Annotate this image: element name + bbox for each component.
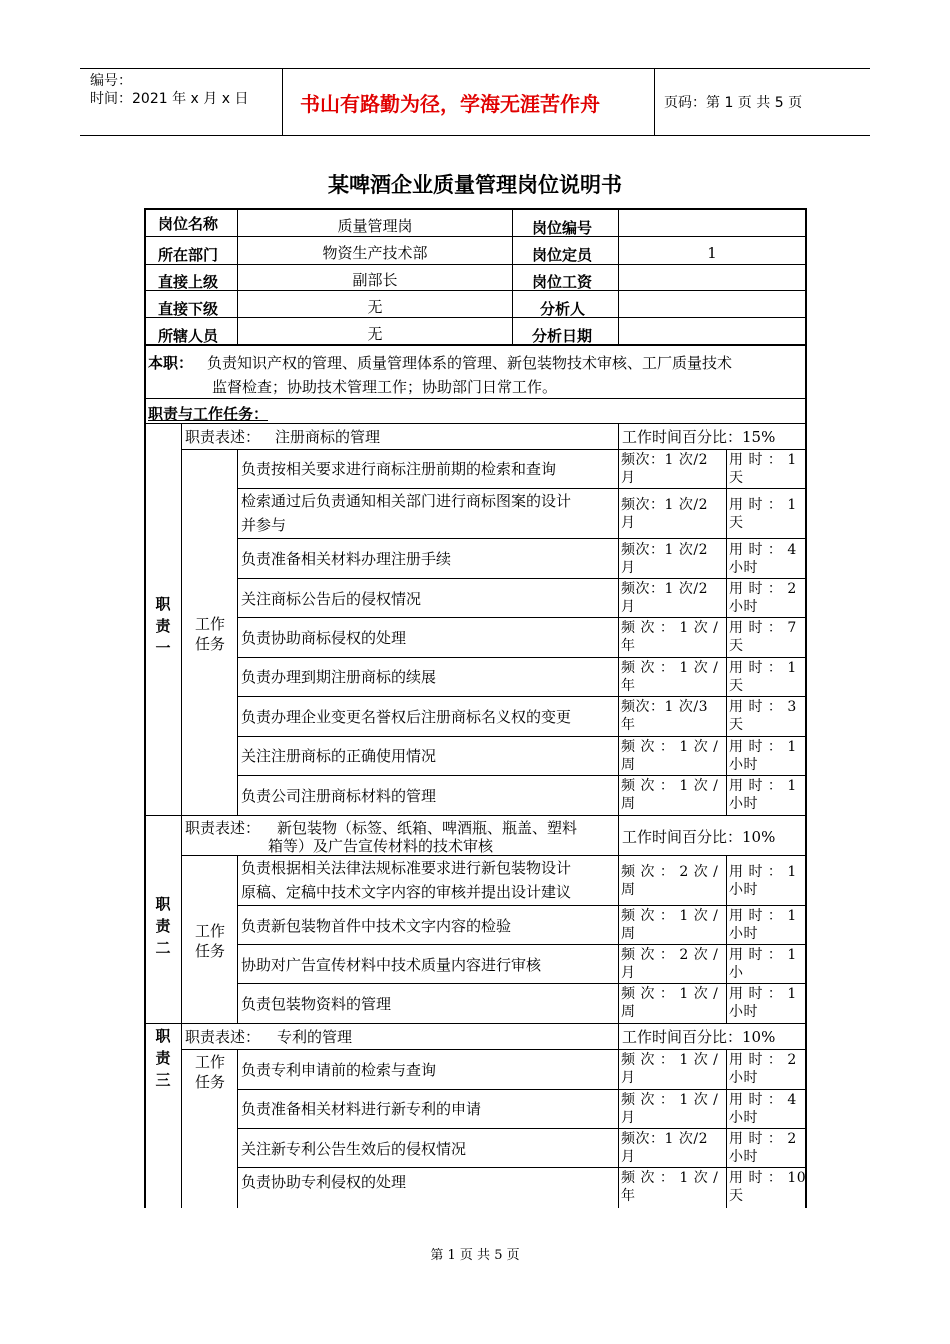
dur-line: 小时 bbox=[729, 1070, 758, 1086]
dur-line: 用 时 ： 1 bbox=[729, 660, 797, 676]
row-rule bbox=[144, 317, 807, 318]
duty3-task-duration bbox=[729, 1091, 797, 1127]
col-rule bbox=[237, 855, 238, 1023]
duty2-task-frequency bbox=[621, 863, 718, 899]
value-subordinate: 无 bbox=[367, 298, 383, 316]
value-headcount: 1 bbox=[707, 244, 717, 262]
row-rule bbox=[144, 423, 807, 424]
header-bottom-rule bbox=[80, 135, 870, 136]
dur-line: 用 时 ： 3 bbox=[729, 699, 797, 715]
duty1-task-duration bbox=[729, 698, 797, 734]
row-rule bbox=[181, 1049, 807, 1050]
row-rule bbox=[237, 488, 807, 489]
duty3-desc-label: 职责表述： bbox=[185, 1028, 261, 1046]
duty2-task-text: 协助对广告宣传材料中技术质量内容进行审核 bbox=[241, 956, 542, 974]
freq-line: 年 bbox=[621, 1188, 636, 1204]
row-rule bbox=[237, 905, 807, 906]
doc-number-label: 编号： bbox=[90, 73, 132, 89]
dur-line: 用 时 ： 1 bbox=[729, 739, 797, 755]
freq-line: 频 次 ： 1 次 / bbox=[621, 739, 719, 755]
duty3-task-frequency bbox=[621, 1169, 718, 1205]
freq-line: 年 bbox=[621, 638, 636, 654]
duty1-task-duration bbox=[729, 619, 797, 655]
freq-line: 频 次 ： 2 次 / bbox=[621, 947, 719, 963]
row-rule bbox=[237, 1089, 807, 1090]
col-rule bbox=[618, 423, 619, 815]
label-headcount: 岗位定员 bbox=[532, 246, 593, 264]
freq-line: 周 bbox=[621, 926, 636, 942]
dur-line: 用 时 ： 4 bbox=[729, 542, 797, 558]
duty2-task-frequency bbox=[621, 985, 718, 1021]
page-indicator: 页码：第 1 页 共 5 页 bbox=[664, 95, 803, 111]
table-top-border bbox=[144, 208, 807, 210]
freq-line: 频次：1 次/2 bbox=[621, 542, 708, 558]
duty2-char: 二 bbox=[155, 939, 171, 957]
row-rule bbox=[237, 983, 807, 984]
dur-line: 天 bbox=[729, 638, 744, 654]
work-tasks-line: 工作 bbox=[195, 615, 226, 633]
col-rule bbox=[726, 855, 727, 1023]
freq-line: 频次：1 次/3 bbox=[621, 699, 708, 715]
duty1-task-frequency bbox=[621, 580, 708, 616]
dur-line: 用 时 ： 2 bbox=[729, 581, 797, 597]
col-rule bbox=[181, 1023, 182, 1208]
label-position-code: 岗位编号 bbox=[532, 219, 593, 237]
header-divider-1 bbox=[282, 68, 283, 136]
col-rule bbox=[618, 1023, 619, 1208]
dur-line: 小时 bbox=[729, 599, 758, 615]
duty3-char: 职 bbox=[155, 1027, 171, 1045]
row-rule bbox=[144, 398, 807, 399]
duty1-task-frequency bbox=[621, 451, 708, 487]
duty1-task-duration bbox=[729, 541, 797, 577]
work-tasks-line: 任务 bbox=[195, 635, 226, 653]
row-rule bbox=[237, 617, 807, 618]
duty2-label bbox=[153, 893, 173, 959]
duty1-desc-label: 职责表述： bbox=[185, 428, 261, 446]
dur-line: 小时 bbox=[729, 1110, 758, 1126]
row-rule bbox=[237, 1167, 807, 1168]
duty2-task-frequency bbox=[621, 946, 718, 982]
duty1-task-text: 负责协助商标侵权的处理 bbox=[241, 629, 407, 647]
header-top-rule bbox=[80, 68, 870, 69]
dur-line: 小时 bbox=[729, 1149, 758, 1165]
duty3-desc: 专利的管理 bbox=[277, 1028, 353, 1046]
duty1-char: 责 bbox=[155, 617, 171, 635]
duty1-task-frequency bbox=[621, 619, 718, 655]
duty2-task-duration bbox=[729, 907, 797, 943]
duty1-task-frequency bbox=[621, 698, 708, 734]
row-rule bbox=[144, 344, 807, 346]
duty1-task-frequency bbox=[621, 496, 708, 532]
row-rule bbox=[144, 1023, 807, 1024]
freq-line: 频 次 ： 1 次 / bbox=[621, 1170, 719, 1186]
duty1-task-frequency bbox=[621, 777, 718, 813]
duty2-task-duration bbox=[729, 863, 797, 899]
duty3-task-text: 负责专利申请前的检索与查询 bbox=[241, 1061, 437, 1079]
freq-line: 月 bbox=[621, 470, 636, 486]
freq-line: 频 次 ： 1 次 / bbox=[621, 986, 719, 1002]
dur-line: 用 时 ： 1 bbox=[729, 908, 797, 924]
duty2-desc-label: 职责表述： bbox=[185, 819, 261, 837]
duty3-task-text: 负责协助专利侵权的处理 bbox=[241, 1173, 407, 1191]
row-rule bbox=[144, 264, 807, 265]
work-tasks-line: 工作 bbox=[195, 1053, 226, 1071]
col-rule bbox=[181, 423, 182, 815]
row-rule bbox=[181, 855, 807, 856]
freq-line: 月 bbox=[621, 1110, 636, 1126]
freq-line: 频 次 ： 1 次 / bbox=[621, 660, 719, 676]
value-position-name: 质量管理岗 bbox=[337, 217, 413, 235]
duty1-task-text: 负责办理到期注册商标的续展 bbox=[241, 668, 437, 686]
page-footer: 第 1 页 共 5 页 bbox=[430, 1248, 520, 1263]
page-title: 某啤酒企业质量管理岗位说明书 bbox=[328, 173, 622, 197]
duty1-task-duration bbox=[729, 496, 797, 532]
duty1-work-tasks-label bbox=[195, 614, 225, 654]
duty3-task-duration bbox=[729, 1130, 797, 1166]
task-line: 原稿、定稿中技术文字内容的审核并提出设计建议 bbox=[241, 883, 572, 901]
duty1-task-text: 负责按相关要求进行商标注册前期的检索和查询 bbox=[241, 460, 557, 478]
freq-line: 年 bbox=[621, 717, 636, 733]
work-tasks-line: 任务 bbox=[195, 942, 226, 960]
row-rule bbox=[237, 736, 807, 737]
header-motto: 书山有路勤为径，学海无涯苦作舟 bbox=[300, 92, 600, 116]
freq-line: 月 bbox=[621, 515, 636, 531]
label-analyst: 分析人 bbox=[540, 300, 586, 318]
row-rule bbox=[144, 290, 807, 291]
dur-line: 天 bbox=[729, 1188, 744, 1204]
duty3-task-text: 关注新专利公告生效后的侵权情况 bbox=[241, 1140, 467, 1158]
duty1-task-text: 关注注册商标的正确使用情况 bbox=[241, 747, 437, 765]
duty2-desc: 新包装物（标签、纸箱、啤酒瓶、瓶盖、塑料 bbox=[277, 819, 578, 837]
duty1-task-text: 负责办理企业变更名誉权后注册商标名义权的变更 bbox=[241, 708, 572, 726]
dur-line: 用 时 ： 2 bbox=[729, 1052, 797, 1068]
row-rule bbox=[237, 657, 807, 658]
duty2-task-text: 负责新包装物首件中技术文字内容的检验 bbox=[241, 917, 512, 935]
label-supervisor: 直接上级 bbox=[158, 273, 219, 291]
duty1-task-text: 关注商标公告后的侵权情况 bbox=[241, 590, 422, 608]
duty1-task-duration bbox=[729, 659, 797, 695]
freq-line: 频次：1 次/2 bbox=[621, 452, 708, 468]
duty1-task-duration bbox=[729, 777, 797, 813]
col-rule bbox=[726, 449, 727, 815]
freq-line: 频次：1 次/2 bbox=[621, 497, 708, 513]
row-rule bbox=[237, 696, 807, 697]
duty1-char: 一 bbox=[155, 639, 171, 657]
row-rule bbox=[144, 815, 807, 816]
duty3-label bbox=[153, 1025, 173, 1091]
freq-line: 频 次 ： 1 次 / bbox=[621, 1092, 719, 1108]
freq-line: 年 bbox=[621, 678, 636, 694]
freq-line: 频 次 ： 2 次 / bbox=[621, 864, 719, 880]
duty2-task-frequency bbox=[621, 907, 718, 943]
duty2-task-duration bbox=[729, 946, 797, 982]
task-line: 并参与 bbox=[241, 516, 287, 534]
label-subordinate: 直接下级 bbox=[158, 300, 219, 318]
row-rule bbox=[237, 1128, 807, 1129]
duty2-char: 职 bbox=[155, 895, 171, 913]
dur-line: 用 时 ： 1 bbox=[729, 947, 797, 963]
dur-line: 用 时 ： 1 bbox=[729, 864, 797, 880]
label-position-name: 岗位名称 bbox=[158, 215, 219, 233]
duty3-percent: 工作时间百分比：10% bbox=[622, 1028, 776, 1046]
duty-summary-label: 本职： bbox=[148, 354, 194, 372]
duty2-work-tasks-label bbox=[195, 921, 225, 961]
dur-line: 小时 bbox=[729, 882, 758, 898]
task-line: 检索通过后负责通知相关部门进行商标图案的设计 bbox=[241, 492, 572, 510]
dur-line: 用 时 ： 1 bbox=[729, 452, 797, 468]
col-rule bbox=[237, 449, 238, 815]
duty3-char: 责 bbox=[155, 1049, 171, 1067]
dur-line: 用 时 ： 1 bbox=[729, 986, 797, 1002]
freq-line: 频 次 ： 1 次 / bbox=[621, 908, 719, 924]
freq-line: 周 bbox=[621, 882, 636, 898]
duty3-task-frequency bbox=[621, 1130, 708, 1166]
task-line: 负责根据相关法律法规标准要求进行新包装物设计 bbox=[241, 859, 572, 877]
duty2-char: 责 bbox=[155, 917, 171, 935]
duty3-task-duration bbox=[729, 1169, 806, 1205]
freq-line: 频 次 ： 1 次 / bbox=[621, 1052, 719, 1068]
freq-line: 月 bbox=[621, 1149, 636, 1165]
work-tasks-line: 任务 bbox=[195, 1073, 226, 1091]
row-rule bbox=[181, 449, 807, 450]
freq-line: 频 次 ： 1 次 / bbox=[621, 778, 719, 794]
freq-line: 频次：1 次/2 bbox=[621, 581, 708, 597]
table-left-border bbox=[144, 208, 146, 1208]
duty1-label bbox=[153, 593, 173, 659]
work-tasks-line: 工作 bbox=[195, 922, 226, 940]
dur-line: 用 时 ： 1 bbox=[729, 497, 797, 513]
col-rule bbox=[181, 815, 182, 1023]
duty3-work-tasks-label bbox=[195, 1052, 225, 1092]
dur-line: 小时 bbox=[729, 757, 758, 773]
duty2-task-text bbox=[241, 859, 571, 902]
freq-line: 频次：1 次/2 bbox=[621, 1131, 708, 1147]
dur-line: 小时 bbox=[729, 560, 758, 576]
freq-line: 月 bbox=[621, 965, 636, 981]
dur-line: 用 时 ： 10 bbox=[729, 1170, 807, 1186]
row-rule bbox=[237, 944, 807, 945]
col-rule bbox=[618, 208, 619, 345]
duty-summary-line1: 负责知识产权的管理、质量管理体系的管理、新包装物技术审核、工厂质量技术 bbox=[207, 354, 733, 372]
duty1-task-text: 负责准备相关材料办理注册手续 bbox=[241, 550, 452, 568]
dur-line: 小时 bbox=[729, 796, 758, 812]
freq-line: 周 bbox=[621, 757, 636, 773]
row-rule bbox=[237, 538, 807, 539]
dur-line: 用 时 ： 4 bbox=[729, 1092, 797, 1108]
duty1-task-text: 负责公司注册商标材料的管理 bbox=[241, 787, 437, 805]
row-rule bbox=[237, 775, 807, 776]
duty2-task-text: 负责包装物资料的管理 bbox=[241, 995, 392, 1013]
duty3-task-frequency bbox=[621, 1091, 718, 1127]
freq-line: 周 bbox=[621, 796, 636, 812]
col-rule bbox=[512, 208, 513, 345]
table-right-border bbox=[805, 208, 807, 1208]
dur-line: 用 时 ： 2 bbox=[729, 1131, 797, 1147]
duty1-percent: 工作时间百分比：15% bbox=[622, 428, 776, 446]
dur-line: 天 bbox=[729, 717, 744, 733]
duty-summary-line2: 监督检查；协助技术管理工作；协助部门日常工作。 bbox=[212, 378, 558, 396]
duty3-task-frequency bbox=[621, 1051, 718, 1087]
dur-line: 天 bbox=[729, 678, 744, 694]
duty1-char: 职 bbox=[155, 595, 171, 613]
label-department: 所在部门 bbox=[158, 246, 219, 264]
dur-line: 小时 bbox=[729, 1004, 758, 1020]
tasks-header: 职责与工作任务： bbox=[148, 405, 269, 423]
row-rule bbox=[237, 578, 807, 579]
duty1-task-frequency bbox=[621, 738, 718, 774]
freq-line: 月 bbox=[621, 599, 636, 615]
duty1-task-duration bbox=[729, 580, 797, 616]
duty1-desc: 注册商标的管理 bbox=[275, 428, 381, 446]
freq-line: 频 次 ： 1 次 / bbox=[621, 620, 719, 636]
col-rule bbox=[618, 815, 619, 1023]
duty3-task-text: 负责准备相关材料进行新专利的申请 bbox=[241, 1100, 482, 1118]
value-supervisor: 副部长 bbox=[352, 271, 398, 289]
header-divider-2 bbox=[654, 68, 655, 136]
label-staff: 所辖人员 bbox=[158, 327, 219, 345]
dur-line: 小时 bbox=[729, 926, 758, 942]
duty1-task-text bbox=[241, 492, 571, 535]
label-analysis-date: 分析日期 bbox=[532, 327, 593, 345]
duty1-task-duration bbox=[729, 451, 803, 487]
dur-line: 天 bbox=[729, 515, 744, 531]
freq-line: 月 bbox=[621, 1070, 636, 1086]
freq-line: 月 bbox=[621, 560, 636, 576]
duty2-task-duration bbox=[729, 985, 797, 1021]
duty1-task-frequency bbox=[621, 541, 708, 577]
value-department: 物资生产技术部 bbox=[322, 244, 428, 262]
label-salary: 岗位工资 bbox=[532, 273, 593, 291]
freq-line: 周 bbox=[621, 1004, 636, 1020]
dur-line: 天 bbox=[729, 470, 744, 486]
duty1-task-frequency bbox=[621, 659, 718, 695]
duty2-desc-line2: 箱等）及广告宣传材料的技术审核 bbox=[268, 837, 494, 855]
dur-line: 小 bbox=[729, 965, 744, 981]
duty1-task-duration bbox=[729, 738, 797, 774]
duty3-task-duration bbox=[729, 1051, 797, 1087]
dur-line: 用 时 ： 1 bbox=[729, 778, 797, 794]
row-rule bbox=[144, 236, 807, 237]
duty2-percent: 工作时间百分比：10% bbox=[622, 828, 776, 846]
value-staff: 无 bbox=[367, 325, 383, 343]
duty3-char: 三 bbox=[155, 1071, 171, 1089]
dur-line: 用 时 ： 7 bbox=[729, 620, 797, 636]
doc-date: 时间：2021 年 x 月 x 日 bbox=[90, 91, 249, 107]
